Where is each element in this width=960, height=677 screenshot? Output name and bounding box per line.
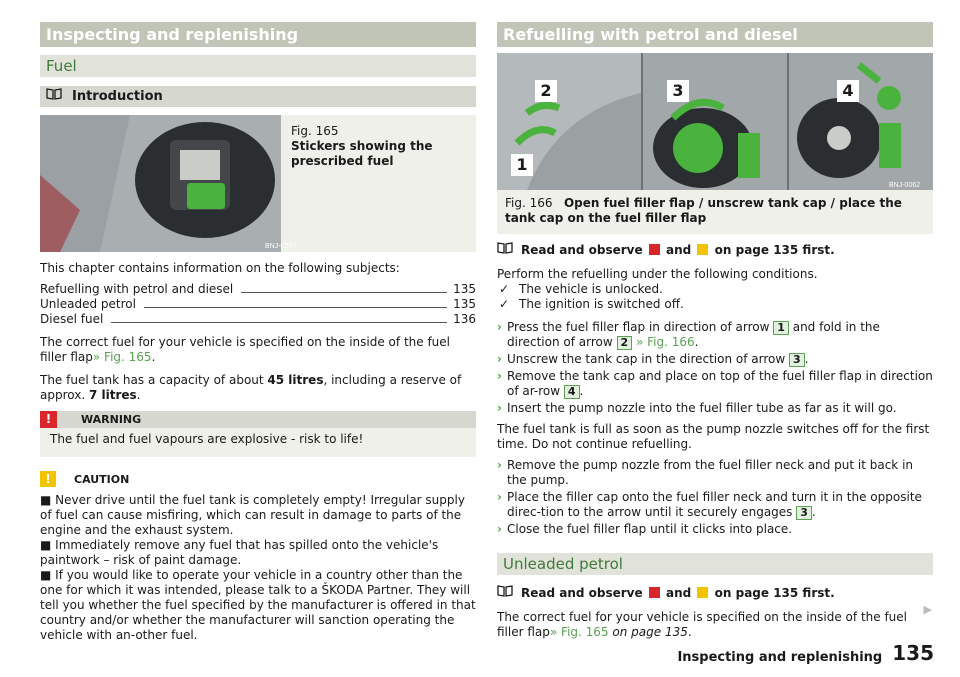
- footer-title: Inspecting and replenishing: [677, 650, 883, 665]
- condition-item: ✓ The vehicle is unlocked.: [499, 282, 663, 296]
- figure-number: Fig. 166: [505, 196, 553, 210]
- figure-number: Fig. 165: [291, 124, 339, 138]
- warning-text: The fuel and fuel vapours are explosive - risk to life!: [50, 432, 364, 446]
- continue-arrow-icon: ▶: [923, 603, 932, 616]
- arrow-icon: ›: [497, 458, 502, 472]
- condition-item: ✓ The ignition is switched off.: [499, 297, 684, 311]
- unleaded-title: Unleaded petrol: [497, 553, 933, 575]
- full-text: The fuel tank is full as soon as the pump nozzle switches off for the first time. Do not continue refuelling.: [497, 422, 930, 451]
- check-icon: ✓: [499, 282, 510, 296]
- step-item: › Insert the pump nozzle into the fuel filler tube as far as it will go.: [497, 401, 897, 415]
- toc-label: Unleaded petrol: [40, 297, 136, 311]
- section-title: Inspecting and replenishing: [40, 22, 476, 47]
- warning-box: [40, 411, 476, 457]
- toc-row[interactable]: [40, 297, 476, 312]
- toc-label: Diesel fuel: [40, 312, 104, 326]
- toc-label: Refuelling with petrol and diesel: [40, 282, 234, 296]
- caution-icon: [697, 587, 708, 598]
- step-item: › Press the fuel filler flap in direction of arrow 1 and fold in the direction of arrow 2 » Fig. 166.: [497, 320, 880, 349]
- caution-item: ■ Never drive until the fuel tank is completely empty! Irregular supply of fuel can cause misfiring, which can result in damage to parts of the engine and the exhaust system.: [40, 493, 465, 537]
- figure-panel-3: [789, 53, 933, 190]
- toc-row[interactable]: [40, 312, 476, 327]
- caution-item: ■ Immediately remove any fuel that has spilled onto the vehicle's paintwork – risk of paint damage.: [40, 538, 439, 567]
- caution-title: CAUTION: [74, 472, 130, 486]
- fuel-spec-paragraph: The correct fuel for your vehicle is specified on the inside of the fuel filler flap» Fig. 165.: [40, 335, 450, 364]
- fig-166-link[interactable]: » Fig. 166: [636, 335, 695, 349]
- figure-panel-1: [497, 53, 641, 190]
- toc-row[interactable]: [40, 282, 476, 297]
- left-column: [40, 22, 476, 643]
- step-item: › Remove the pump nozzle from the fuel filler neck and put it back in the pump.: [497, 458, 914, 487]
- figure-caption: [281, 115, 476, 252]
- book-icon: [497, 242, 515, 257]
- capacity-paragraph: The fuel tank has a capacity of about 45 litres, including a reserve of approx. 7 litres.: [40, 373, 462, 402]
- book-icon: [497, 585, 515, 600]
- caution-item: ■ If you would like to operate your vehicle in a country other than the one for which it was intended, please talk to a ŠKODA Partner. They will tell you whether the fuel specified by the manufacturer is offered in that country and/or whether the manufacturer will sanction operating the vehicle with an-other fuel.: [40, 568, 476, 642]
- arrow-icon: ›: [497, 369, 502, 383]
- figure-165: [40, 115, 476, 252]
- toc-page: 135: [453, 297, 476, 311]
- panel-label: 3: [667, 80, 689, 102]
- step-item: › Place the filler cap onto the fuel filler neck and turn it in the opposite direc-tion to the arrow until it securely engages 3 .: [497, 490, 922, 519]
- arrow-icon: ›: [497, 401, 502, 415]
- panel-label: 2: [535, 80, 557, 102]
- toc-page: 136: [453, 312, 476, 326]
- figure-panel-2: [643, 53, 787, 190]
- figure-title: Stickers showing the prescribed fuel: [291, 139, 433, 168]
- perform-text: Perform the refuelling under the following conditions.: [497, 267, 818, 281]
- figure-code: BNJ-0062: [889, 182, 921, 189]
- caution-header: [40, 471, 476, 487]
- arrow-icon: ›: [497, 320, 502, 334]
- page-number: 135: [892, 641, 934, 665]
- toc: [40, 282, 476, 327]
- fuel-flap-image: [40, 115, 297, 252]
- figure-title: Open fuel filler flap / unscrew tank cap / place the tank cap on the fuel filler flap: [505, 196, 902, 225]
- page-footer: [677, 641, 934, 665]
- panel-label: 1: [511, 154, 533, 176]
- warning-icon: [649, 587, 660, 598]
- arrow-icon: ›: [497, 490, 502, 504]
- caution-body: [40, 493, 476, 643]
- figure-caption: [497, 190, 933, 234]
- read-observe: Read and observe and on page 135 first.: [497, 585, 933, 600]
- warning-icon: !: [40, 411, 57, 428]
- step-item: › Remove the tank cap and place on top of the fuel filler flap in direction of ar-row 4 .: [497, 369, 933, 398]
- fig-165-link[interactable]: » Fig. 165: [549, 625, 609, 639]
- warning-icon: [649, 244, 660, 255]
- figure-166: [497, 53, 933, 190]
- check-icon: ✓: [499, 297, 510, 311]
- caution-icon: !: [40, 471, 56, 487]
- unleaded-text: The correct fuel for your vehicle is specified on the inside of the fuel filler flap» Fig. 165 on page 135.: [497, 610, 907, 639]
- read-observe: Read and observe and on page 135 first.: [497, 242, 933, 257]
- step-item: › Unscrew the tank cap in the direction of arrow 3 .: [497, 352, 809, 366]
- toc-intro: This chapter contains information on the following subjects:: [40, 261, 400, 275]
- step-item: › Close the fuel filler flap until it clicks into place.: [497, 522, 793, 536]
- figure-code: BNJ-0247: [265, 243, 297, 250]
- book-icon: [46, 86, 64, 107]
- panel-label: 4: [837, 80, 859, 102]
- toc-page: 135: [453, 282, 476, 296]
- section-title: Refuelling with petrol and diesel: [497, 22, 933, 47]
- intro-header: [40, 86, 476, 107]
- intro-title: Introduction: [72, 89, 163, 104]
- right-column: [497, 22, 933, 640]
- caution-icon: [697, 244, 708, 255]
- warning-title: WARNING: [81, 413, 142, 426]
- fig-165-link[interactable]: » Fig. 165: [92, 350, 152, 364]
- arrow-icon: ›: [497, 352, 502, 366]
- arrow-icon: ›: [497, 522, 502, 536]
- subsection-title: Fuel: [40, 55, 476, 77]
